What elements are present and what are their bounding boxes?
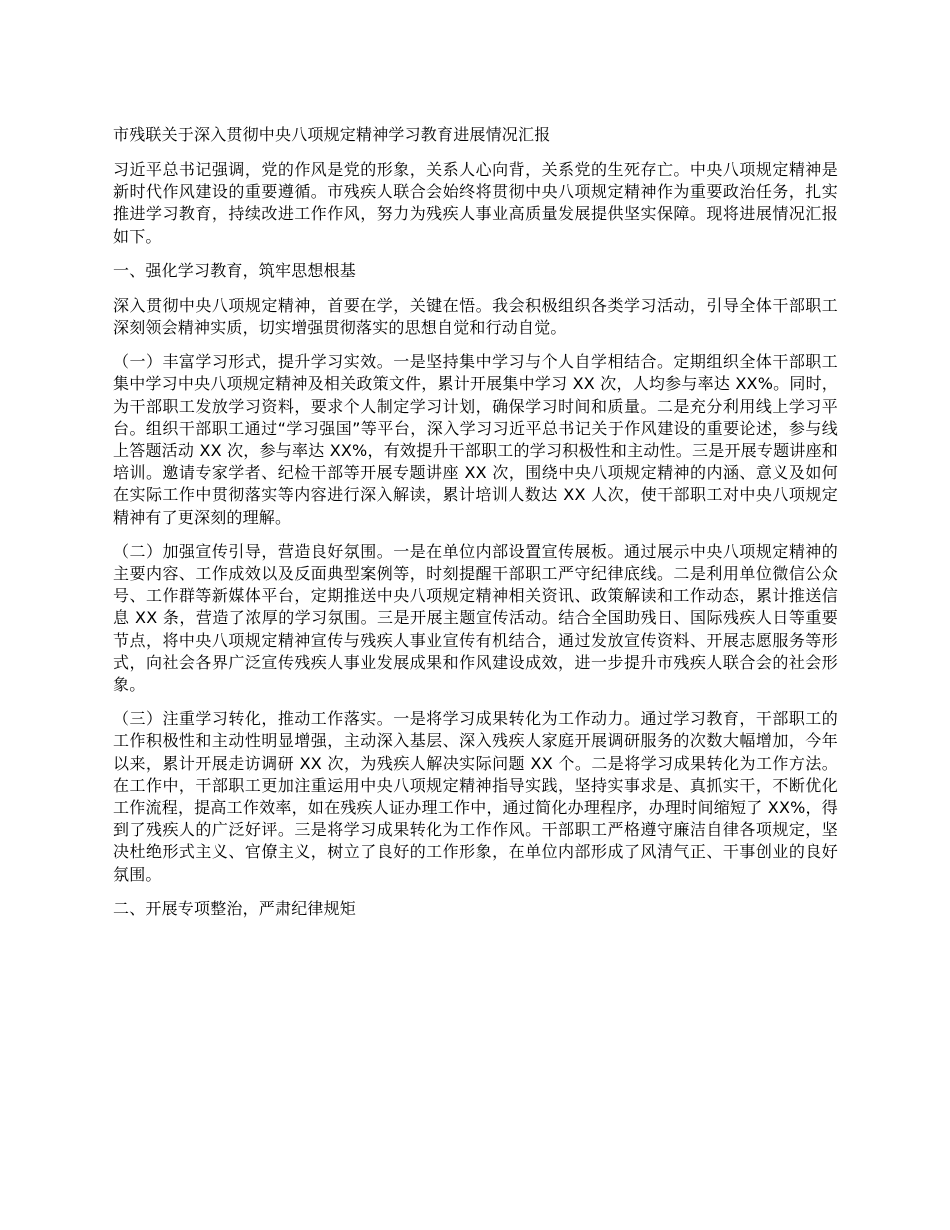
document-title: 市残联关于深入贯彻中央八项规定精神学习教育进展情况汇报 (113, 125, 551, 144)
intro-paragraph: 习近平总书记强调，党的作风是党的形象，关系人心向背，关系党的生死存亡。中央八项规定精神是新时代作风建设的重要遵循。市残疾人联合会始终将贯彻中央八项规定精神作为重要政治任务，扎实推进学习教育，持续改进工作作风，努力为残疾人事业高质量发展提供坚实保障。现将进展情况汇报如下。 (113, 160, 838, 246)
section-1-part-2-paragraph: （二）加强宣传引导，营造良好氛围。一是在单位内部设置宣传展板。通过展示中央八项规定精神的主要内容、工作成效以及反面典型案例等，时刻提醒干部职工严守纪律底线。二是利用单位微信公众号、工作群等新媒体平台，定期推送中央八项规定精神相关资讯、政策解读和工作动态，累计推送信息 XX 条，营造了浓厚的学习氛围。三是开展主题宣传活动。结合全国助残日、国际残疾人日等重要节点，将中央八项规定精神宣传与残疾人事业宣传有机结合，通过发放宣传资料、开展志愿服务等形式，向社会各界广泛宣传残疾人事业发展成果和作风建设成效，进一步提升市残疾人联合会的社会形象。 (113, 541, 838, 695)
section-1-part-3-paragraph: （三）注重学习转化，推动工作落实。一是将学习成果转化为工作动力。通过学习教育，干部职工的工作积极性和主动性明显增强，主动深入基层、深入残疾人家庭开展调研服务的次数大幅增加，今年以来，累计开展走访调研 XX 次，为残疾人解决实际问题 XX 个。二是将学习成果转化为工作方法。在工作中，干部职工更加注重运用中央八项规定精神指导实践，坚持实事求是、真抓实干，不断优化工作流程，提高工作效率，如在残疾人证办理工作中，通过简化办理程序，办理时间缩短了 XX%，得到了残疾人的广泛好评。三是将学习成果转化为工作作风。干部职工严格遵守廉洁自律各项规定，坚决杜绝形式主义、官僚主义，树立了良好的工作形象，在单位内部形成了风清气正、干事创业的良好氛围。 (113, 709, 838, 884)
section-1-part-1-paragraph: （一）丰富学习形式，提升学习实效。一是坚持集中学习与个人自学相结合。定期组织全体干部职工集中学习中央八项规定精神及相关政策文件，累计开展集中学习 XX 次，人均参与率达 XX%。同时，为干部职工发放学习资料，要求个人制定学习计划，确保学习时间和质量。二是充分利用线上学习平台。组织干部职工通过“学习强国”等平台，深入学习习近平总书记关于作风建设的重要论述，参与线上答题活动 XX 次，参与率达 XX%，有效提升干部职工的学习积极性和主动性。三是开展专题讲座和培训。邀请专家学者、纪检干部等开展专题讲座 XX 次，围绕中央八项规定精神的内涵、意义及如何在实际工作中贯彻落实等内容进行深入解读，累计培训人数达 XX 人次，使干部职工对中央八项规定精神有了更深刻的理解。 (113, 352, 838, 527)
section-1-intro-paragraph: 深入贯彻中央八项规定精神，首要在学，关键在悟。我会积极组织各类学习活动，引导全体干部职工深刻领会精神实质，切实增强贯彻落实的思想自觉和行动自觉。 (113, 295, 838, 338)
section-1-heading: 一、强化学习教育，筑牢思想根基 (113, 260, 357, 280)
section-2-heading: 二、开展专项整治，严肃纪律规矩 (113, 898, 357, 918)
document-page (113, 124, 838, 933)
